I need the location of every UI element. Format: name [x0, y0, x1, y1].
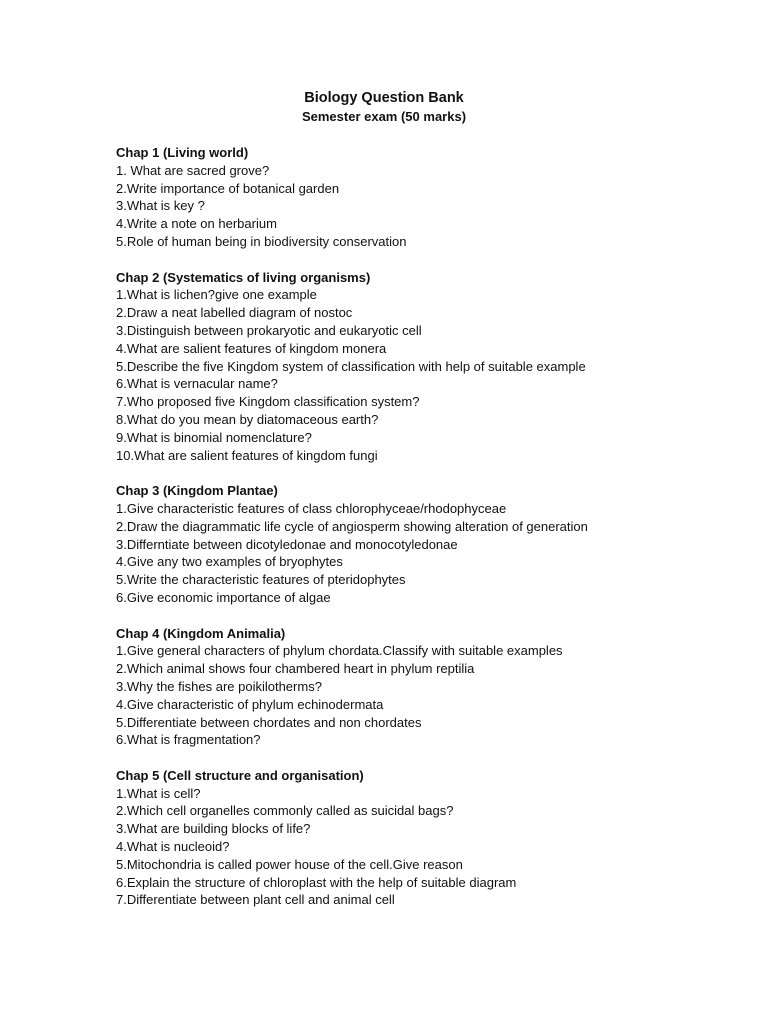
question-item: 4.What are salient features of kingdom monera [116, 340, 387, 356]
document-title: Biology Question Bank [304, 90, 464, 106]
chapter-1-section [116, 144, 736, 251]
question-item: 1.Give characteristic features of class chlorophyceae/rhodophyceae [116, 500, 507, 516]
question-item: 2.Draw a neat labelled diagram of nostoc [116, 305, 353, 321]
question-item: 6.Give economic importance of algae [116, 589, 331, 605]
question-item: 5.Describe the five Kingdom system of classification with help of suitable example [116, 358, 586, 374]
chapter-2-section [116, 269, 736, 465]
question-item: 4.Give any two examples of bryophytes [116, 554, 343, 570]
chapter-list [116, 144, 736, 927]
chapter-3-section [116, 482, 736, 607]
question-item: 1.What is lichen?give one example [116, 287, 317, 303]
question-item: 3.What is key ? [116, 198, 205, 214]
question-item: 3.Differntiate between dicotyledonae and monocotyledonae [116, 536, 458, 552]
question-item: 5.Role of human being in biodiversity conservation [116, 233, 407, 249]
question-item: 6.Explain the structure of chloroplast with the help of suitable diagram [116, 874, 517, 890]
question-item: 3.Distinguish between prokaryotic and eukaryotic cell [116, 322, 422, 338]
question-item: 1. What are sacred grove? [116, 162, 270, 178]
question-item: 7.Who proposed five Kingdom classification system? [116, 394, 420, 410]
question-item: 4.Write a note on herbarium [116, 216, 277, 232]
question-item: 4.Give characteristic of phylum echinodermata [116, 696, 384, 712]
question-item: 10.What are salient features of kingdom fungi [116, 447, 378, 463]
chapter-5-section [116, 767, 736, 909]
question-item: 5.Mitochondria is called power house of the cell.Give reason [116, 856, 463, 872]
question-item: 2.Draw the diagrammatic life cycle of angiosperm showing alteration of generation [116, 518, 588, 534]
chapter-heading: Chap 5 (Cell structure and organisation) [116, 767, 364, 783]
question-item: 9.What is binomial nomenclature? [116, 429, 312, 445]
question-item: 2.Write importance of botanical garden [116, 180, 340, 196]
chapter-heading: Chap 2 (Systematics of living organisms) [116, 269, 371, 285]
question-item: 5.Differentiate between chordates and non chordates [116, 714, 422, 730]
chapter-heading: Chap 3 (Kingdom Plantae) [116, 483, 278, 499]
question-item: 2.Which animal shows four chambered heart in phylum reptilia [116, 661, 475, 677]
document-subtitle: Semester exam (50 marks) [301, 109, 467, 124]
question-item: 7.Differentiate between plant cell and animal cell [116, 892, 395, 908]
question-item: 6.What is fragmentation? [116, 732, 261, 748]
question-item: 3.What are building blocks of life? [116, 821, 311, 837]
chapter-heading: Chap 1 (Living world) [116, 145, 249, 160]
document-header [0, 88, 768, 126]
question-item: 1.Give general characters of phylum chordata.Classify with suitable examples [116, 643, 563, 659]
chapter-4-section [116, 625, 736, 750]
question-item: 1.What is cell? [116, 785, 201, 801]
question-item: 6.What is vernacular name? [116, 376, 278, 392]
question-item: 8.What do you mean by diatomaceous earth? [116, 411, 379, 427]
question-item: 4.What is nucleoid? [116, 839, 230, 855]
chapter-heading: Chap 4 (Kingdom Animalia) [116, 625, 286, 641]
question-item: 2.Which cell organelles commonly called as suicidal bags? [116, 803, 454, 819]
question-item: 5.Write the characteristic features of pteridophytes [116, 572, 406, 588]
question-item: 3.Why the fishes are poikilotherms? [116, 678, 322, 694]
